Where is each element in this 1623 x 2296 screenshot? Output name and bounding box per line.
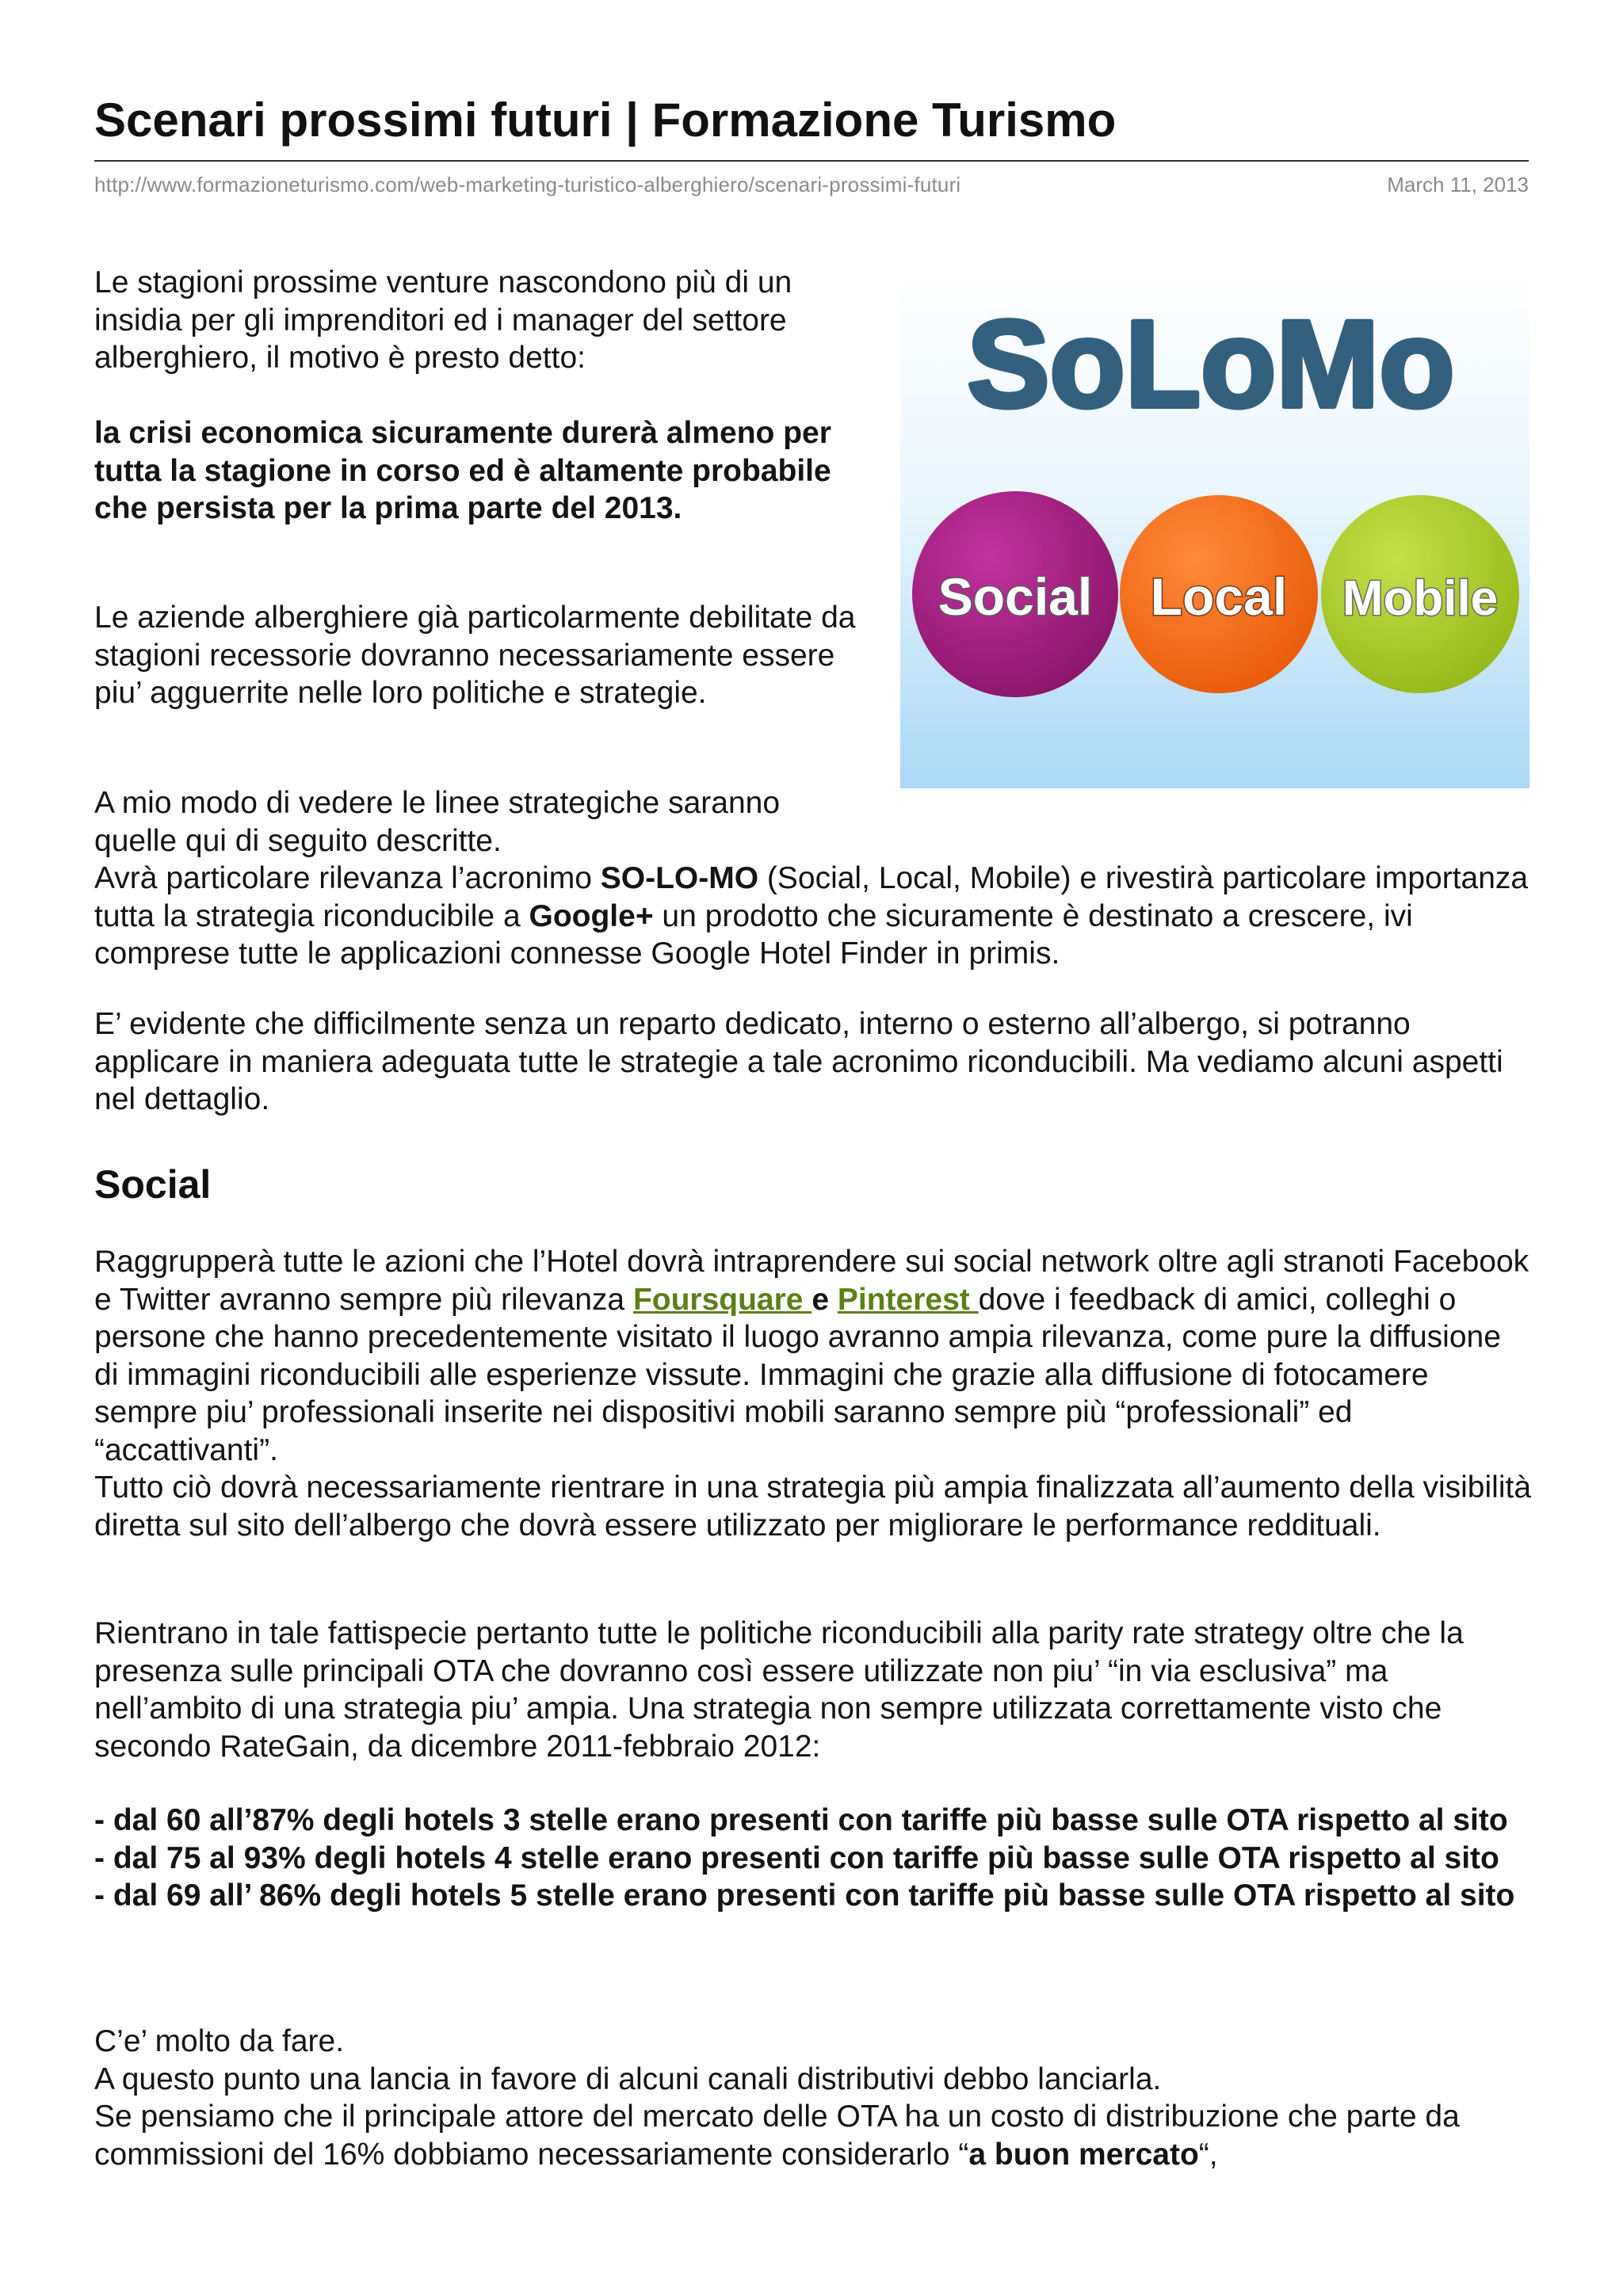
solomo-image: [900, 268, 1529, 788]
stats-item-4-stars: - dal 75 al 93% degli hotels 4 stelle erano presenti con tariffe più basse sulle OTA rispetto al sito: [94, 1840, 1499, 1875]
google-plus-term: Google+: [529, 898, 654, 933]
closing-line-2: A questo punto una lancia in favore di alcuni canali distributivi debbo lanciarla.: [94, 2061, 1162, 2096]
intro-paragraph-bold: la crisi economica sicuramente durerà almeno per tutta la stagione in corso ed è altamente probabile che persista per la prima parte del 2013.: [94, 416, 831, 525]
link-conjunction: e: [812, 1282, 830, 1317]
local-circle-label: Local: [1150, 567, 1288, 626]
solomo-text-pre: Avrà particolare rilevanza l’acronimo: [94, 861, 601, 895]
solomo-logo-text: SoLoMo: [967, 296, 1455, 433]
evident-paragraph: E’ evidente che difficilmente senza un reparto dedicato, interno o esterno all’albergo, si potranno applicare in maniera adeguata tutte le strategie a tale acronimo riconducibili. Ma vediamo alcuni aspetti nel dettaglio.: [94, 1007, 1503, 1116]
intro-line-2: quelle qui di seguito descritte.: [94, 823, 502, 858]
social-text-pre: Raggrupperà tutte le azioni che l’Hotel dovrà intraprendere sui social network oltre agli stranoti Facebook e Twitter avranno sempre più rilevanza: [94, 1245, 1529, 1317]
pinterest-link[interactable]: Pinterest: [837, 1282, 979, 1317]
social-paragraph-2: Rientrano in tale fattispecie pertanto tutte le politiche riconducibili alla parity rate strategy oltre che la presenza sulle principali OTA che dovranno così essere utilizzate non piu’ “in via esclusiva” ma nell’ambito di una strategia piu’ ampia. Una strategia non sempre utilizzata correttamente visto che secondo RateGain, da dicembre 2011-febbraio 2012:: [94, 1616, 1464, 1764]
solomo-text-post: un prodotto che sicuramente è destinato a crescere, ivi comprese tutte le applicazioni connesse Google Hotel Finder in primis.: [94, 898, 1413, 971]
page-title: Scenari prossimi futuri | Formazione Turismo: [94, 93, 1117, 147]
solomo-acronym: SO-LO-MO: [600, 861, 759, 895]
buon-mercato-term: a buon mercato: [968, 2137, 1199, 2172]
closing-line-1: C’e’ molto da fare.: [94, 2024, 345, 2058]
intro-paragraph-1: Le stagioni prossime venture nascondono più di un insidia per gli imprenditori ed i manager del settore alberghiero, il motivo è presto detto:: [94, 265, 792, 375]
closing-line-3-end: “,: [1198, 2137, 1218, 2172]
social-text-tail: Tutto ciò dovrà necessariamente rientrare in una strategia più ampia finalizzata all’aumento della visibilità diretta sul sito dell’albergo che dovrà essere utilizzato per migliorare le performance reddituali.: [94, 1470, 1532, 1543]
social-text-post: dove i feedback di amici, colleghi o persone che hanno precedentemente visitato il luogo avranno ampia rilevanza, come pure la diffusione di immagini riconducibili alle esperienze vissute. Immagini che grazie alla diffusione di fotocamere sempre piu’ professionali inserite nei dispositivi mobili saranno sempre più “professionali” ed “accattivanti”.: [94, 1282, 1501, 1467]
closing-line-3: Se pensiamo che il principale attore del mercato delle OTA ha un costo di distribuzione che parte da commissioni del 16% dobbiamo necessariamente considerarlo “: [94, 2100, 1460, 2172]
social-paragraph-1: [94, 1243, 1533, 1544]
section-heading-social: Social: [94, 1162, 212, 1207]
stats-item-5-stars: - dal 69 all’ 86% degli hotels 5 stelle erano presenti con tariffe più basse sulle OTA rispetto al sito: [94, 1878, 1515, 1913]
stats-list: [94, 1802, 1533, 1915]
intro-line-1: A mio modo di vedere le linee strategiche saranno: [94, 786, 781, 820]
intro-paragraph-2: Le aziende alberghiere già particolarmente debilitate da stagioni recessorie dovranno necessariamente essere piu’ agguerrite nelle loro politiche e strategie.: [94, 601, 856, 710]
mobile-circle-label: Mobile: [1342, 571, 1499, 626]
source-url[interactable]: http://www.formazioneturismo.com/web-marketing-turistico-alberghiero/scenari-prossimi-futuri: [94, 173, 961, 196]
stats-item-3-stars: - dal 60 all’87% degli hotels 3 stelle erano presenti con tariffe più basse sulle OTA rispetto al sito: [94, 1803, 1508, 1837]
title-divider: [94, 160, 1529, 162]
social-circle-label: Social: [938, 567, 1093, 626]
foursquare-link[interactable]: Foursquare: [632, 1282, 812, 1317]
closing-paragraph: [94, 2023, 1533, 2173]
intro-paragraph-3: [94, 784, 1533, 973]
solomo-text-mid: (Social, Local, Mobile) e rivestirà particolare importanza tutta la strategia riconducibile a: [94, 861, 1529, 933]
publication-date: March 11, 2013: [1387, 173, 1529, 196]
